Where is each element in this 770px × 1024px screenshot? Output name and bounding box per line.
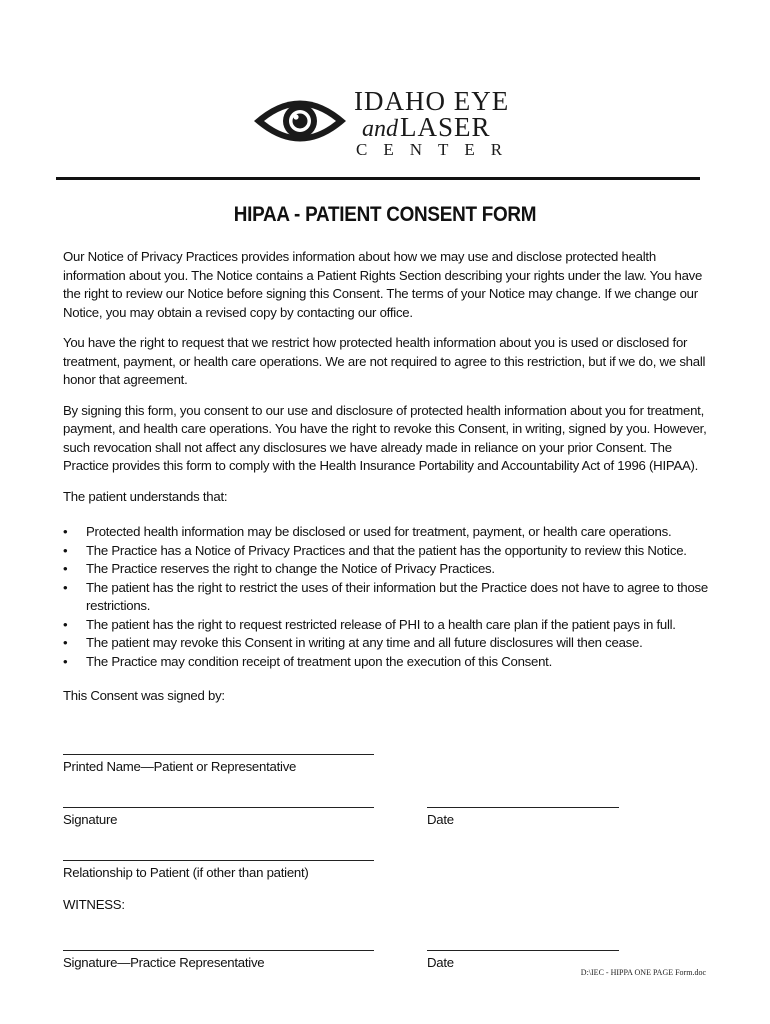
list-item: • The Practice reserves the right to change the Notice of Privacy Practices. bbox=[63, 560, 718, 579]
list-item: • The patient may revoke this Consent in writing at any time and all future disclosures will then cease. bbox=[63, 634, 718, 653]
list-item: • The Practice may condition receipt of treatment upon the execution of this Consent. bbox=[63, 653, 718, 672]
eye-icon bbox=[252, 90, 348, 152]
file-path-footer: D:\IEC - HIPPA ONE PAGE Form.doc bbox=[580, 968, 706, 977]
signature-line[interactable] bbox=[63, 795, 374, 808]
understanding-list bbox=[63, 523, 718, 671]
privacy-notice-paragraph: Our Notice of Privacy Practices provides information about how we may use and disclose protected health information about you. The Notice contains a Patient Rights Section describing your rights under the law. You have the right to review our Notice before signing this Consent. The terms of your Notice may change. If we change our Notice, you may obtain a revised copy by contacting our office. bbox=[63, 249, 703, 320]
date-label: Date bbox=[427, 812, 454, 827]
logo-laser: LASER bbox=[400, 112, 491, 142]
signed-by-label: This Consent was signed by: bbox=[63, 688, 225, 703]
relationship-label: Relationship to Patient (if other than patient) bbox=[63, 865, 309, 880]
understands-heading: The patient understands that: bbox=[63, 488, 228, 504]
bullet-icon: • bbox=[63, 542, 68, 558]
idaho-eye-logo bbox=[252, 82, 522, 162]
logo-line-idaho-eye: IDAHO EYE bbox=[354, 86, 510, 116]
practice-rep-label: Signature—Practice Representative bbox=[63, 955, 265, 970]
signature-label: Signature bbox=[63, 812, 118, 827]
date-line[interactable] bbox=[427, 795, 619, 808]
header-divider bbox=[56, 177, 700, 180]
witness-label: WITNESS: bbox=[63, 897, 125, 912]
relationship-block bbox=[63, 843, 743, 882]
practice-signature-block bbox=[63, 933, 743, 972]
date-label-2: Date bbox=[427, 955, 454, 970]
restriction-paragraph: You have the right to request that we restrict how protected health information about you is used or disclosed for treatment, payment, or health care operations. We are not required to agree to this restriction, but if we do, we shall honor that agreement. bbox=[63, 335, 706, 387]
signature-block bbox=[63, 790, 743, 829]
practice-signature-line[interactable] bbox=[63, 938, 374, 951]
printed-name-block bbox=[63, 737, 743, 776]
list-item: • The patient has the right to request restricted release of PHI to a health care plan if the patient pays in full. bbox=[63, 616, 718, 635]
consent-paragraph: By signing this form, you consent to our use and disclosure of protected health information about you for treatment, payment, and health care operations. You have the right to revoke this Consent, in writing, signed by you. However, such revocation shall not affect any disclosures we have already made in reliance on your prior Consent. The Practice provides this form to comply with the Health Insurance Portability and Accountability Act of 1996 (HIPAA). bbox=[63, 402, 707, 473]
bullet-icon: • bbox=[63, 524, 68, 539]
relationship-line[interactable] bbox=[63, 848, 374, 861]
bullet-icon: • bbox=[63, 561, 68, 576]
list-item: • Protected health information may be disclosed or used for treatment, payment, or health care operations. bbox=[63, 523, 718, 542]
date-line-2[interactable] bbox=[427, 938, 619, 951]
logo-line-and-laser bbox=[362, 112, 491, 143]
bullet-icon: • bbox=[63, 653, 68, 669]
bullet-icon: • bbox=[63, 635, 68, 650]
form-title: HIPAA - PATIENT CONSENT FORM bbox=[233, 203, 537, 226]
logo-line-center: CENTER bbox=[356, 140, 519, 159]
printed-name-line[interactable] bbox=[63, 742, 374, 755]
form-body bbox=[63, 248, 718, 718]
list-item: • The patient has the right to restrict the uses of their information but the Practice does not have to agree to those restrictions. bbox=[63, 579, 708, 613]
logo-and-script: and bbox=[362, 116, 398, 142]
bullet-icon: • bbox=[63, 616, 68, 632]
list-item: • The Practice has a Notice of Privacy Practices and that the patient has the opportunity to review this Notice. bbox=[63, 542, 718, 561]
bullet-icon: • bbox=[63, 579, 68, 595]
printed-name-label: Printed Name—Patient or Representative bbox=[63, 759, 297, 774]
